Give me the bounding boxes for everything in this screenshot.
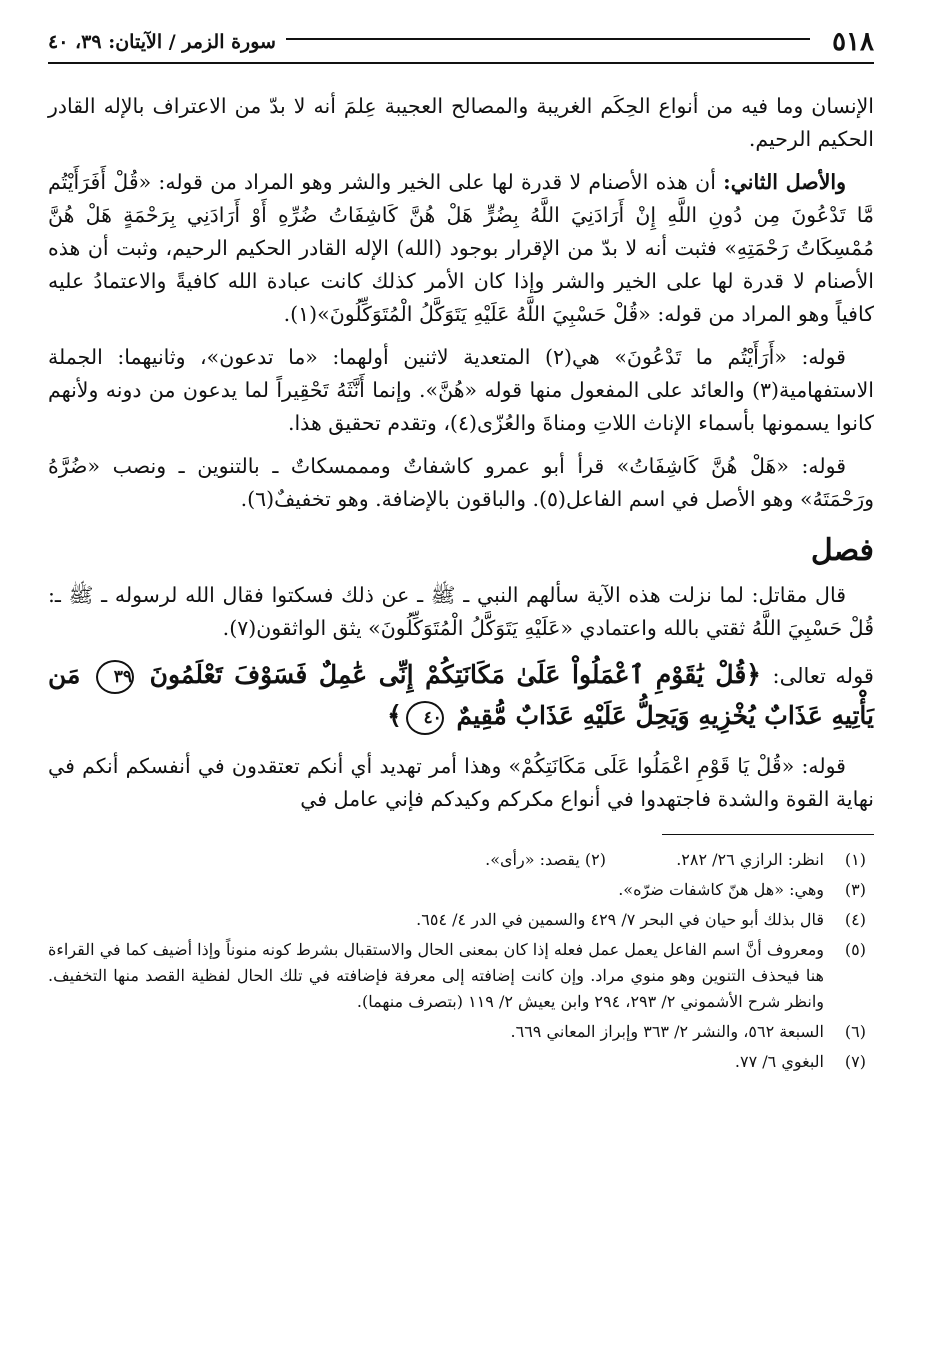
footnote-text: قال بذلك أبو حيان في البحر ٧/ ٤٢٩ والسمين في الدر ٤/ ٦٥٤. (416, 910, 824, 929)
paragraph-4: قوله: «هَلْ هُنَّ كَاشِفَاتُ» قرأ أبو عمرو كاشفاتٌ ومممسكاتٌ ـ بالتنوين ـ ونصب «ضُرَّهُ ورَحْمَتَهُ» وهو الأصل في اسم الفاعل(٥). والباقون بالإضافة. وهو تخفيفٌ(٦). (48, 454, 874, 511)
footnote-text: وهي: «هل هنّ كاشفات ضرّه». (618, 880, 824, 899)
running-header (48, 22, 874, 64)
paragraph-2-text: أن هذه الأصنام لا قدرة لها على الخير والشر وهو المراد من قوله: «قُلْ أَفَرَأَيْتُم مَّا تَدْعُونَ مِن دُونِ اللَّهِ إِنْ أَرَادَنِيَ اللَّهُ بِضُرٍّ هَلْ هُنَّ كَاشِفَاتُ ضُرِّهِ أَوْ أَرَادَنِي بِرَحْمَةٍ هَلْ هُنَّ مُمْسِكَاتُ رَحْمَتِهِ» فثبت أنه لا بدّ من الإقرار بوجود (الله) الإله القادر الحكيم الرحيم، وثبت أن هذه الأصنام لا قدرة لها على الخير والشر وإذا كان الأمر كذلك كانت عبادة الله كافيةً والاعتمادُ عليه كافياً وهو المراد من قوله: «قُلْ حَسْبِيَ اللَّهُ عَلَيْهِ يَتَوَكَّلُ الْمُتَوَكِّلُونَ»(١). (48, 170, 874, 326)
footnote-item (48, 907, 874, 933)
footnote-number: (٦) (844, 1022, 866, 1041)
surah-title: سورة الزمر / الآيتان: ٣٩، ٤٠ (48, 31, 276, 53)
verse-text-2: مَن يَأْتِيهِ عَذَابٌ يُخْزِيهِ وَيَحِلُّ عَلَيْهِ عَذَابٌ مُّقِيمٌ (48, 660, 874, 730)
quran-verse-block (48, 655, 874, 736)
footnote-item (48, 847, 874, 873)
main-text (48, 90, 874, 816)
paragraph-2 (48, 166, 874, 331)
paragraph-1: الإنسان وما فيه من أنواع الحِكَم الغريبة والمصالح العجيبة عِلمَ أنه لا بدّ من الاعتراف بالإله القادر الحكيم الرحيم. (48, 94, 874, 151)
footnote-divider (662, 834, 874, 835)
paragraph-5: قال مقاتل: لما نزلت هذه الآية سألهم النبي ـ ﷺ ـ عن ذلك فسكتوا فقال الله لرسوله ـ ﷺ ـ: قُلْ حَسْبِيَ اللَّهُ ثقتي بالله واعتمادي «عَلَيْهِ يَتَوَكَّلُ الْمُتَوَكِّلُونَ» يثق الواثقون(٧). (48, 583, 874, 640)
footnote-text: ومعروف أنَّ اسم الفاعل يعمل عمل فعله إذا كان بمعنى الحال والاستقبال بشرط كونه منوناً وإذا أضيف كما في القراءة هنا فيحذف التنوين وهو منوي مراد. وإن كانت إضافته إلى معرفة فإضافته في تلك الحال لفظية القصد منها التخفيف. وانظر شرح الأشموني ٢/ ٢٩٣، ٢٩٤ وابن يعيش ٢/ ١١٩ (بتصرف منهما). (48, 940, 824, 1011)
footnote-item (48, 1049, 874, 1075)
paragraph-3: قوله: «أَرَأَيْتُم ما تَدْعُونَ» هي(٢) المتعدية لاثنين أولهما: «ما تدعون»، وثانيهما: الجملة الاستفهامية(٣) والعائد على المفعول منها قوله «هُنَّ». وإنما أَنَّثَهُ تَحْقِيراً لما يدعون من دونه ولأنهم كانوا يسمونها بأسماء الإناث اللاتِ ومناةَ والعُزّى(٤)، وتقدم تحقيق هذا. (48, 345, 874, 435)
verse-lead: قوله تعالى: (772, 664, 874, 688)
footnote-text-part: يقصد: «رأى». (485, 850, 580, 869)
paragraph-6: قوله: «قُلْ يَا قَوْمِ اعْمَلُوا عَلَى مَكَانَتِكُمْ» وهذا أمر تهديد أي أنكم تعتقدون في أنفسكم أنكم في نهاية القوة والشدة فاجتهدوا في أنواع مكركم وكيدكم فإني عامل في (48, 754, 874, 811)
footnote-number: (٥) (844, 940, 866, 959)
header-rule (286, 38, 810, 40)
footnote-text: السبعة ٥٦٢، والنشر ٢/ ٣٦٣ وإبراز المعاني ٦٦٩. (510, 1022, 824, 1041)
ayah-number-mark: ٣٩ (96, 660, 134, 694)
paragraph-2-lead: والأصل الثاني: (723, 170, 846, 194)
verse-text-1: ﴿قُلْ يَٰقَوْمِ ٱعْمَلُواْ عَلَىٰ مَكَانَتِكُمْ إِنِّى عَٰمِلٌ فَسَوْفَ تَعْلَمُونَ (149, 660, 761, 689)
footnote-number: (٢) (584, 850, 606, 869)
verse-close: ﴾ (387, 701, 402, 730)
footnotes (48, 847, 874, 1075)
ayah-number-mark: ٤٠ (406, 701, 444, 735)
footnote-number: (٣) (844, 880, 866, 899)
footnote-text: البغوي ٦/ ٧٧. (734, 1052, 824, 1071)
footnote-number: (٧) (844, 1052, 866, 1071)
footnote-text-part: انظر: الرازي ٢٦/ ٢٨٢. (676, 850, 824, 869)
footnote-item (48, 1019, 874, 1045)
book-page (48, 22, 874, 1079)
page-number: ٥١٨ (832, 27, 874, 57)
footnote-item (48, 877, 874, 903)
footnote-text (48, 847, 824, 873)
footnote-number: (٤) (844, 910, 866, 929)
section-heading: فصل (810, 533, 874, 568)
footnote-item (48, 937, 874, 1015)
footnote-number: (١) (844, 850, 866, 869)
